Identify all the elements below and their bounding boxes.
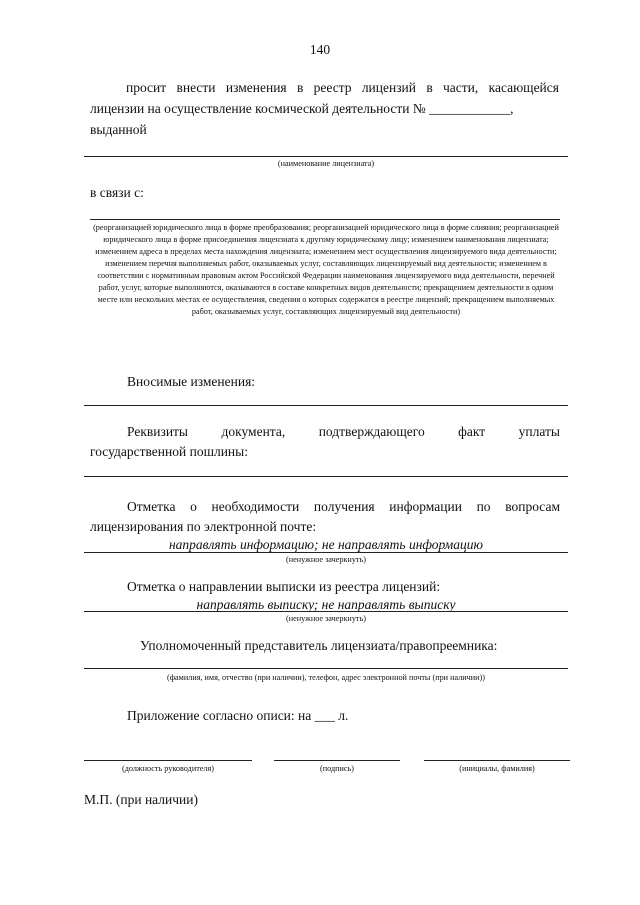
email-note-options: направлять информацию; не направлять информацию: [168, 537, 484, 552]
signature-caption: (подпись): [320, 764, 354, 773]
extract-note-options: направлять выписку; не направлять выписку: [196, 597, 456, 612]
intro-line-3: выданной: [90, 122, 147, 137]
email-note-line-1: Отметка о необходимости получения информации по вопросам: [127, 499, 560, 514]
reasons-caption: (реорганизацией юридического лица в форме преобразования; реорганизацией юридического лица в форме слияния; реорганизацией юридического лица в форме присоединения лицензиата к другому юридическому лицу; изменением наименования лицензиата; изменением адреса в пределах места нахождения лицензиата; изменением мест осуществления лицензируемого вида деятельности; изменением перечня выполняемых работ, оказываемых услуг, составляющих лицензируемый вид деятельности; изменением в соответствии с нормативным правовым актом Российской Федерации наименования лицензируемого вида деятельности, перечней работ, услуг, которые выполняются, оказываются в составе конкретных видов деятельности; прекращением деятельности в одном месте или нескольких местах ее осуществления, сведения о которых содержатся в реестре лицензий; прекращением выполняемых работ, оказываемых услуг, составляющих лицензируемый вид деятельности): [93, 223, 559, 316]
changes-line: [84, 405, 568, 406]
extract-note-line-1: Отметка о направлении выписки из реестра лицензий:: [127, 579, 441, 594]
changes-label: Вносимые изменения:: [127, 374, 256, 389]
email-note-line: [84, 552, 568, 553]
fee-line-1: Реквизиты документа, подтверждающего факт уплаты: [127, 424, 560, 439]
licensee-caption: (наименование лицензиата): [277, 159, 375, 168]
reasons-line: [90, 219, 560, 220]
intro-line-1: просит внести изменения в реестр лицензий в части, касающейся: [126, 80, 559, 95]
email-note-caption: (ненужное зачеркнуть): [286, 555, 366, 564]
email-note-line-2: лицензирования по электронной почте:: [90, 519, 317, 534]
representative-label: Уполномоченный представитель лицензиата/правопреемника:: [140, 638, 498, 653]
name-line: [424, 760, 570, 761]
position-line: [84, 760, 252, 761]
due-to-label: в связи с:: [90, 185, 144, 200]
stamp-text: М.П. (при наличии): [84, 792, 198, 807]
fee-line: [84, 476, 568, 477]
fee-line-2: государственной пошлины:: [90, 444, 248, 459]
name-caption: (инициалы, фамилия): [459, 764, 535, 773]
licensee-line: [84, 156, 568, 157]
signature-line: [274, 760, 400, 761]
position-caption: (должность руководителя): [121, 764, 215, 773]
extract-note-line: [84, 611, 568, 612]
representative-caption: (фамилия, имя, отчество (при наличии), телефон, адрес электронной почты (при наличии)): [167, 673, 485, 682]
page-number: 140: [309, 42, 331, 57]
representative-line: [84, 668, 568, 669]
attachment-text: Приложение согласно описи: на ___ л.: [127, 708, 349, 723]
extract-note-caption: (ненужное зачеркнуть): [286, 614, 366, 623]
intro-line-2: лицензии на осуществление космической деятельности № ____________,: [90, 101, 514, 116]
